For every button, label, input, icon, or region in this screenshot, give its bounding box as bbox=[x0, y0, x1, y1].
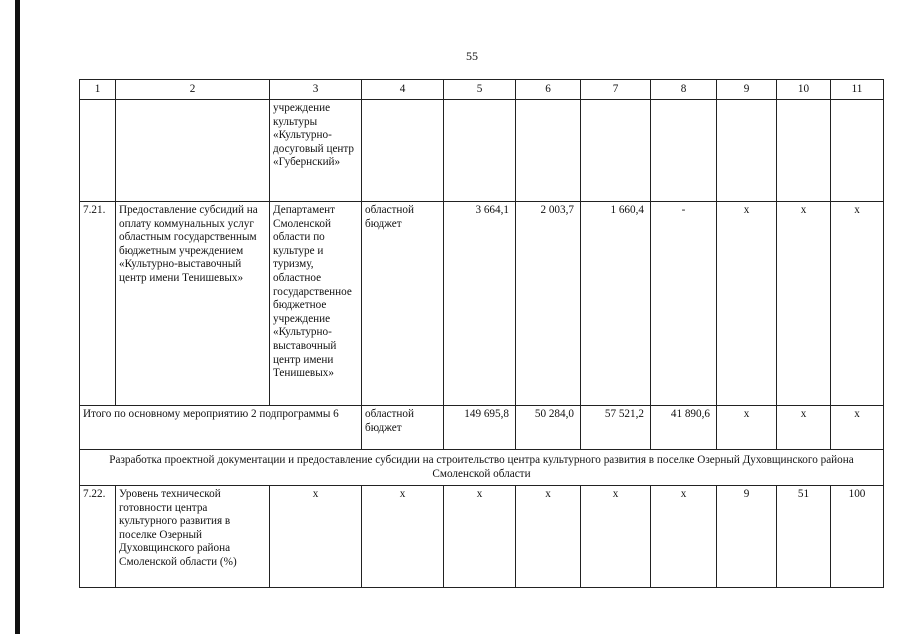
year-3-amount: 41 890,6 bbox=[651, 406, 717, 450]
indicator-3: x bbox=[831, 202, 884, 406]
year-2-amount: 57 521,2 bbox=[581, 406, 651, 450]
cell-4: x bbox=[362, 486, 444, 588]
page-number: 55 bbox=[466, 49, 478, 63]
cell-5: x bbox=[444, 486, 516, 588]
header-cell: 11 bbox=[831, 80, 884, 100]
cell-3: x bbox=[270, 486, 362, 588]
year-2-amount: 1 660,4 bbox=[581, 202, 651, 406]
column-number-row bbox=[80, 80, 884, 100]
year-1-amount: 2 003,7 bbox=[516, 202, 581, 406]
section-heading-row bbox=[80, 450, 884, 486]
funding-source: областной бюджет bbox=[362, 406, 444, 450]
header-cell: 7 bbox=[581, 80, 651, 100]
table-row-total bbox=[80, 406, 884, 450]
cell-6: x bbox=[516, 486, 581, 588]
header-cell: 6 bbox=[516, 80, 581, 100]
year-3-amount: - bbox=[651, 202, 717, 406]
header-cell: 10 bbox=[777, 80, 831, 100]
header-cell: 8 bbox=[651, 80, 717, 100]
scan-edge-bar bbox=[15, 0, 20, 634]
table-row-continued bbox=[80, 100, 884, 202]
total-amount: 149 695,8 bbox=[444, 406, 516, 450]
indicator-2: x bbox=[777, 202, 831, 406]
indicator-3: x bbox=[831, 406, 884, 450]
header-cell: 9 bbox=[717, 80, 777, 100]
program-table bbox=[79, 79, 884, 588]
executor-cell: Департамент Смоленской области по культуре и туризму, областное государственное бюджетное учреждение «Культурно-выставочный центр имени Тенишевых» bbox=[270, 202, 362, 406]
indicator-value-3: 100 bbox=[831, 486, 884, 588]
header-cell: 1 bbox=[80, 80, 116, 100]
executor-cell: учреждение культуры «Культурно-досуговый центр «Губернский» bbox=[270, 100, 362, 202]
cell-8: x bbox=[651, 486, 717, 588]
indicator-name: Уровень технической готовности центра культурного развития в поселке Озерный Духовщинского района Смоленской области (%) bbox=[116, 486, 270, 588]
header-cell: 4 bbox=[362, 80, 444, 100]
section-title: Разработка проектной документации и предоставление субсидии на строительство центра культурного развития в поселке Озерный Духовщинского района Смоленской области bbox=[80, 450, 884, 486]
funding-source: областной бюджет bbox=[362, 202, 444, 406]
table-row-7-21 bbox=[80, 202, 884, 406]
indicator-2: x bbox=[777, 406, 831, 450]
cell-7: x bbox=[581, 486, 651, 588]
header-cell: 3 bbox=[270, 80, 362, 100]
row-number: 7.21. bbox=[80, 202, 116, 406]
year-1-amount: 50 284,0 bbox=[516, 406, 581, 450]
header-cell: 5 bbox=[444, 80, 516, 100]
indicator-1: x bbox=[717, 406, 777, 450]
table-row-7-22 bbox=[80, 486, 884, 588]
row-number: 7.22. bbox=[80, 486, 116, 588]
header-cell: 2 bbox=[116, 80, 270, 100]
indicator-value-1: 9 bbox=[717, 486, 777, 588]
indicator-1: x bbox=[717, 202, 777, 406]
indicator-value-2: 51 bbox=[777, 486, 831, 588]
measure-name: Предоставление субсидий на оплату коммунальных услуг областным государственным бюджетным учреждением «Культурно-выставочный центр имени Тенишевых» bbox=[116, 202, 270, 406]
total-amount: 3 664,1 bbox=[444, 202, 516, 406]
total-label: Итого по основному мероприятию 2 подпрограммы 6 bbox=[80, 406, 362, 450]
